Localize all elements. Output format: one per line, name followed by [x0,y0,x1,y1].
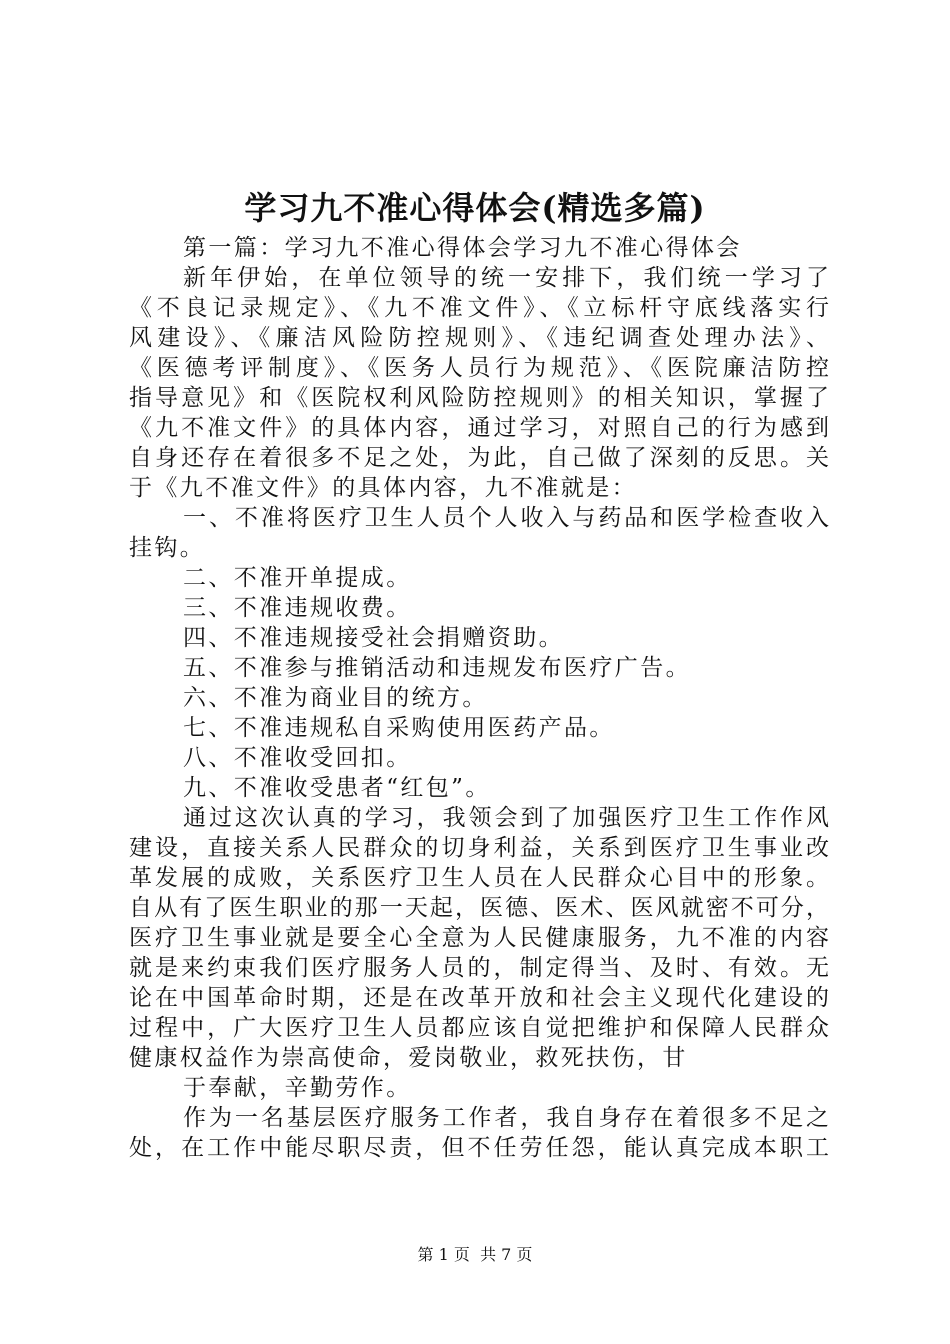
body-line: 《不良记录规定》、《九不准文件》、《立标杆守底线落实行 [129,295,829,321]
body-line: 《医德考评制度》、《医务人员行为规范》、《医院廉洁防控 [129,355,829,381]
body-line: 指导意见》和《医院权利风险防控规则》的相关知识，掌握了 [129,385,829,411]
body-line: 就是来约束我们医疗服务人员的，制定得当、及时、有效。无 [129,955,829,981]
body-line: 建设，直接关系人民群众的切身利益，关系到医疗卫生事业改 [129,835,829,861]
body-line: 过程中，广大医疗卫生人员都应该自觉把维护和保障人民群众 [129,1015,829,1041]
body-line: 医疗卫生事业就是要全心全意为人民健康服务，九不准的内容 [129,925,829,951]
body-line: 九、不准收受患者“红包”。 [183,775,491,801]
document-body [129,233,829,1163]
body-line: 挂钩。 [129,535,206,561]
body-line: 健康权益作为崇高使命，爱岗敬业，救死扶伤，甘 [129,1045,688,1071]
document-title: 学习九不准心得体会(精选多篇) [244,189,706,227]
body-line: 作为一名基层医疗服务工作者，我自身存在着很多不足之 [183,1105,829,1131]
body-line: 《九不准文件》的具体内容，通过学习，对照自己的行为感到 [129,415,829,441]
body-line: 论在中国革命时期，还是在改革开放和社会主义现代化建设的 [129,985,829,1011]
body-line: 于《九不准文件》的具体内容，九不准就是： [129,475,637,501]
body-line: 八、不准收受回扣。 [183,745,412,771]
body-line: 四、不准违规接受社会捐赠资助。 [183,625,564,651]
body-line: 风建设》、《廉洁风险防控规则》、《违纪调查处理办法》、 [129,325,829,351]
body-line: 六、不准为商业目的统方。 [183,685,488,711]
body-line: 三、不准违规收费。 [183,595,412,621]
body-line: 七、不准违规私自采购使用医药产品。 [183,715,615,741]
body-line: 一、不准将医疗卫生人员个人收入与药品和医学检查收入 [183,505,829,531]
body-line: 革发展的成败，关系医疗卫生人员在人民群众心目中的形象。 [129,865,829,891]
body-line: 自从有了医生职业的那一天起，医德、医术、医风就密不可分， [129,895,829,921]
body-line: 自身还存在着很多不足之处，为此，自己做了深刻的反思。关 [129,445,829,471]
page-footer: 第 1 页 共 7 页 [417,1245,533,1264]
body-line: 二、不准开单提成。 [183,565,412,591]
body-line: 通过这次认真的学习，我领会到了加强医疗卫生工作作风 [183,805,829,831]
body-line: 第一篇：学习九不准心得体会学习九不准心得体会 [183,235,742,261]
body-line: 于奉献，辛勤劳作。 [183,1075,412,1101]
body-line: 五、不准参与推销活动和违规发布医疗广告。 [183,655,691,681]
body-line: 新年伊始，在单位领导的统一安排下，我们统一学习了 [183,265,829,291]
body-line: 处，在工作中能尽职尽责，但不任劳任怨，能认真完成本职工 [129,1135,829,1161]
